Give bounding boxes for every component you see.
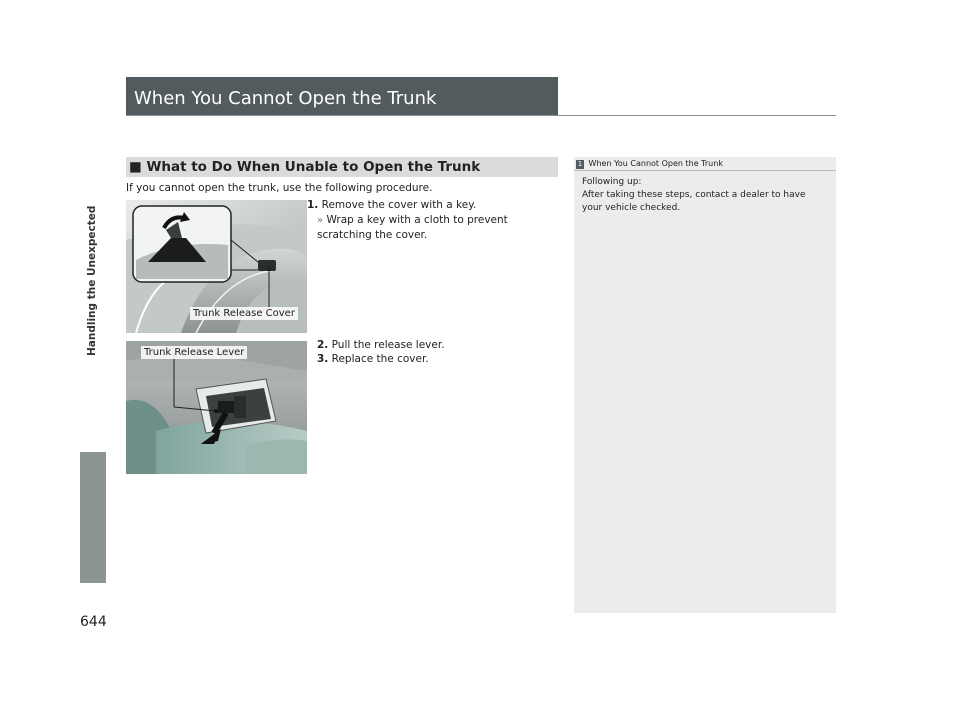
intro-text: If you cannot open the trunk, use the following procedure. [126,182,433,194]
page-title: When You Cannot Open the Trunk [126,77,558,115]
side-section-label: Handling the Unexpected [86,205,98,356]
trunk-release-lever-label: Trunk Release Lever [141,346,247,359]
side-note-heading [574,157,836,171]
trunk-lever-illustration [126,341,307,474]
step-1-text: Remove the cover with a key. [321,199,477,211]
section-heading-text: What to Do When Unable to Open the Trunk [146,159,481,175]
side-note-line-1: Following up: [582,177,642,187]
side-note-line-2: After taking these steps, contact a dealer to have your vehicle checked. [582,190,806,213]
step-1 [307,198,476,212]
note-number-badge: 1 [577,160,583,168]
page-number: 644 [80,614,107,630]
step-3 [317,352,429,366]
side-tab-marker [80,452,106,583]
section-marker: ■ [129,159,142,175]
step-1-number: 1. [307,199,319,211]
trunk-cover-illustration [126,200,307,333]
arrow-icon: » [317,215,324,226]
side-note-heading-text: When You Cannot Open the Trunk [588,159,723,168]
step-3-number: 3. [317,353,329,365]
step-1-subnote [317,213,527,243]
step-2-text: Pull the release lever. [331,339,445,351]
step-2 [317,338,445,352]
side-note [574,157,836,613]
step-3-text: Replace the cover. [331,353,429,365]
step-2-number: 2. [317,339,329,351]
section-heading [126,157,558,177]
side-note-body [582,176,828,215]
trunk-lever-drawing [126,341,307,474]
title-divider [126,115,836,116]
trunk-release-cover-label: Trunk Release Cover [190,307,298,320]
step-1-subnote-text: Wrap a key with a cloth to prevent scratching the cover. [317,214,508,241]
